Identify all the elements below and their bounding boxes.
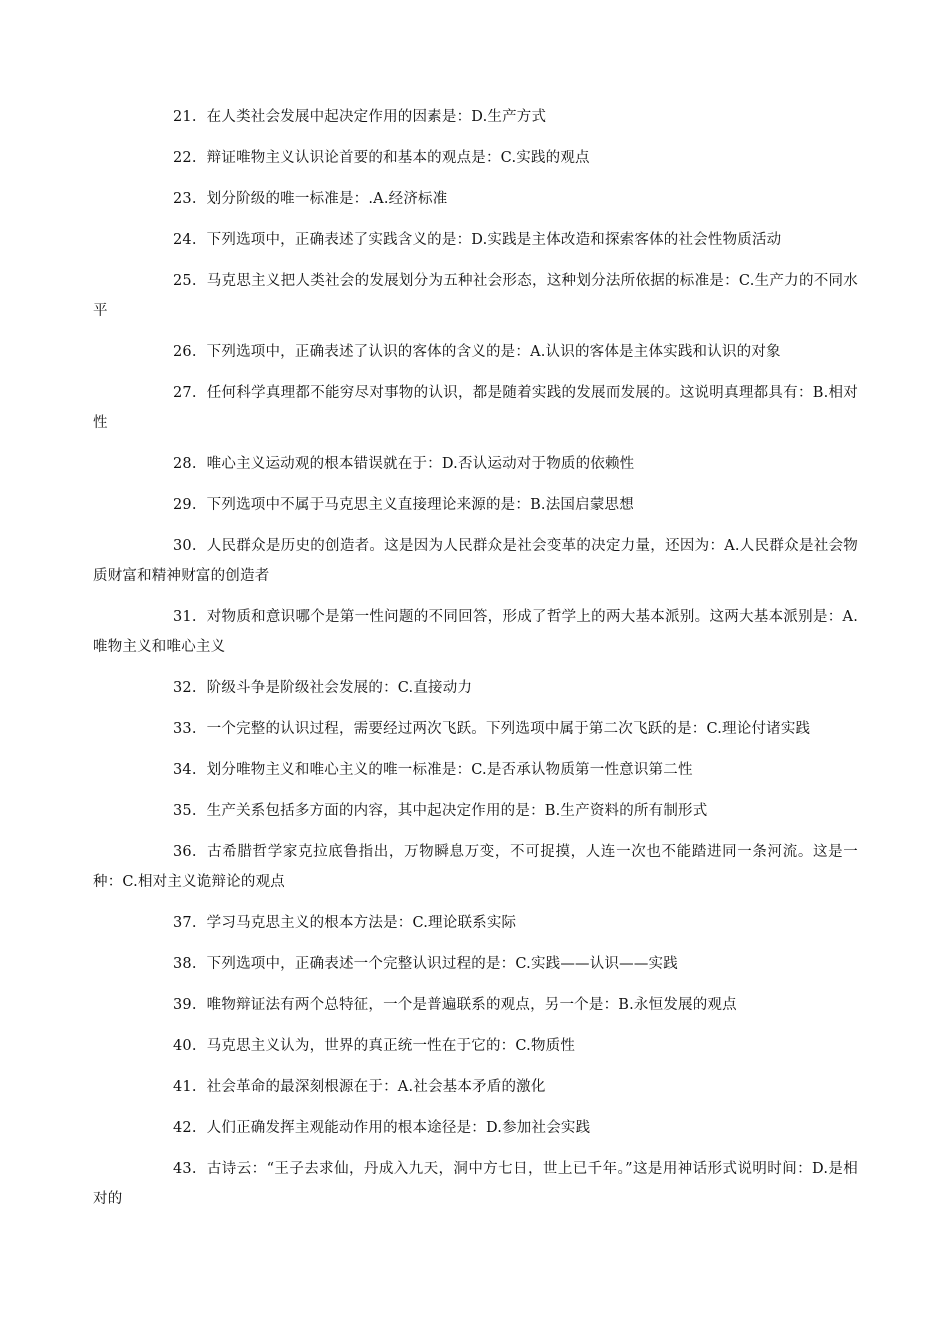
question-number: 24. — [173, 232, 197, 248]
question-number: 30. — [173, 538, 197, 554]
question-text: 马克思主义认为，世界的真正统一性在于它的：C.物质性 — [206, 1038, 576, 1054]
question-text: 任何科学真理都不能穷尽对事物的认识，都是随着实践的发展而发展的。这说明真理都具有：B.相对性 — [93, 385, 858, 431]
question-item — [93, 796, 858, 826]
question-number: 32. — [173, 680, 197, 696]
question-item — [93, 1154, 858, 1214]
question-number: 28. — [173, 456, 197, 472]
question-text: 划分阶级的唯一标准是：.A.经济标准 — [206, 191, 448, 207]
question-item — [93, 337, 858, 367]
question-item — [93, 531, 858, 591]
question-number: 27. — [173, 385, 197, 401]
question-text: 下列选项中，正确表述一个完整认识过程的是：C.实践——认识——实践 — [206, 956, 678, 972]
question-text: 对物质和意识哪个是第一性问题的不同回答，形成了哲学上的两大基本派别。这两大基本派别是：A.唯物主义和唯心主义 — [93, 609, 858, 655]
question-number: 43. — [173, 1161, 197, 1177]
question-item — [93, 1113, 858, 1143]
question-number: 42. — [173, 1120, 197, 1136]
question-text: 学习马克思主义的根本方法是：C.理论联系实际 — [206, 915, 517, 931]
question-text: 古希腊哲学家克拉底鲁指出，万物瞬息万变，不可捉摸，人连一次也不能踏进同一条河流。这是一种：C.相对主义诡辩论的观点 — [93, 844, 858, 890]
question-item — [93, 184, 858, 214]
question-text: 人民群众是历史的创造者。这是因为人民群众是社会变革的决定力量，还因为：A.人民群众是社会物质财富和精神财富的创造者 — [93, 538, 858, 584]
question-text: 生产关系包括多方面的内容，其中起决定作用的是：B.生产资料的所有制形式 — [206, 803, 708, 819]
question-number: 34. — [173, 762, 197, 778]
question-text: 辩证唯物主义认识论首要的和基本的观点是：C.实践的观点 — [206, 150, 590, 166]
question-item — [93, 490, 858, 520]
question-item — [93, 1031, 858, 1061]
question-text: 划分唯物主义和唯心主义的唯一标准是：C.是否承认物质第一性意识第二性 — [206, 762, 693, 778]
question-item — [93, 755, 858, 785]
question-number: 22. — [173, 150, 197, 166]
question-text: 社会革命的最深刻根源在于：A.社会基本矛盾的激化 — [206, 1079, 546, 1095]
question-number: 36. — [173, 844, 197, 860]
question-text: 阶级斗争是阶级社会发展的：C.直接动力 — [206, 680, 473, 696]
question-number: 38. — [173, 956, 197, 972]
question-item — [93, 102, 858, 132]
question-item — [93, 990, 858, 1020]
question-item — [93, 602, 858, 662]
question-number: 40. — [173, 1038, 197, 1054]
question-text: 唯心主义运动观的根本错误就在于：D.否认运动对于物质的依赖性 — [206, 456, 635, 472]
question-number: 37. — [173, 915, 197, 931]
question-text: 唯物辩证法有两个总特征，一个是普遍联系的观点，另一个是：B.永恒发展的观点 — [206, 997, 737, 1013]
question-number: 23. — [173, 191, 197, 207]
question-item — [93, 1072, 858, 1102]
question-text: 下列选项中，正确表述了认识的客体的含义的是：A.认识的客体是主体实践和认识的对象 — [206, 344, 781, 360]
question-item — [93, 714, 858, 744]
question-item — [93, 225, 858, 255]
question-text: 古诗云：“王子去求仙，丹成入九天，洞中方七日，世上已千年。”这是用神话形式说明时间：D.是相对的 — [93, 1161, 858, 1207]
question-item — [93, 908, 858, 938]
question-text: 人们正确发挥主观能动作用的根本途径是：D.参加社会实践 — [206, 1120, 591, 1136]
question-text: 在人类社会发展中起决定作用的因素是：D.生产方式 — [206, 109, 547, 125]
question-item — [93, 949, 858, 979]
question-number: 25. — [173, 273, 197, 289]
question-number: 31. — [173, 609, 197, 625]
question-item — [93, 266, 858, 326]
question-text: 一个完整的认识过程，需要经过两次飞跃。下列选项中属于第二次飞跃的是：C.理论付诸实践 — [206, 721, 811, 737]
question-number: 29. — [173, 497, 197, 513]
question-item — [93, 449, 858, 479]
question-text: 下列选项中不属于马克思主义直接理论来源的是：B.法国启蒙思想 — [206, 497, 634, 513]
question-item — [93, 837, 858, 897]
document-body — [93, 102, 858, 1225]
question-number: 21. — [173, 109, 197, 125]
question-number: 41. — [173, 1079, 197, 1095]
question-number: 26. — [173, 344, 197, 360]
question-number: 35. — [173, 803, 197, 819]
question-number: 39. — [173, 997, 197, 1013]
question-item — [93, 143, 858, 173]
question-item — [93, 378, 858, 438]
question-text: 下列选项中，正确表述了实践含义的是：D.实践是主体改造和探索客体的社会性物质活动 — [206, 232, 782, 248]
question-text: 马克思主义把人类社会的发展划分为五种社会形态，这种划分法所依据的标准是：C.生产力的不同水平 — [93, 273, 858, 319]
question-number: 33. — [173, 721, 197, 737]
question-item — [93, 673, 858, 703]
